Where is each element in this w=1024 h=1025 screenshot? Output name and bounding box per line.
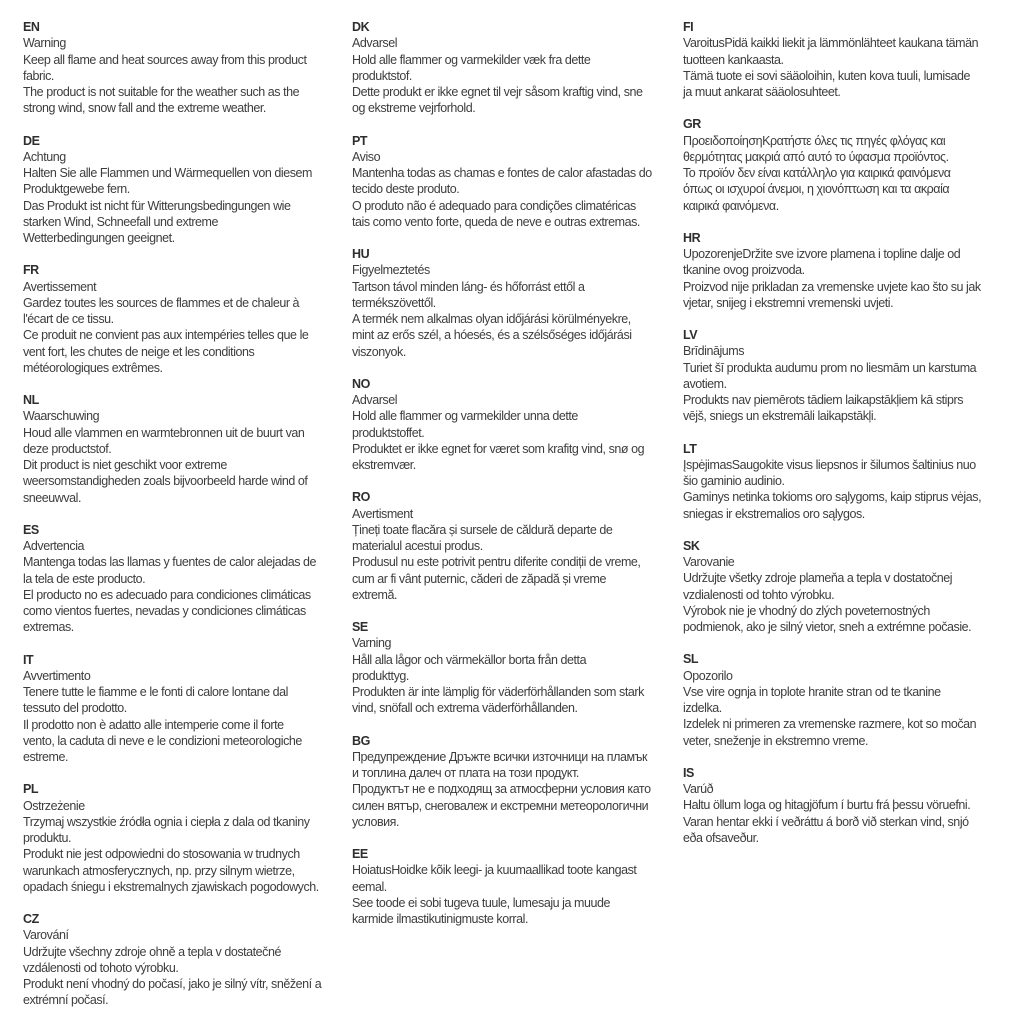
warning-text-line: Продуктът не е подходящ за атмосферни условия като [352,782,651,797]
warning-text-line: la tela de este producto. [23,571,146,586]
language-section-hu [352,246,683,360]
language-code: ES [23,522,39,537]
warning-text-line: Produsul nu este potrivit pentru diferite condiții de vreme, [352,555,641,570]
language-code: LV [683,328,698,342]
warning-text-line: tessuto del prodotto. [23,701,127,716]
warning-text-line: veter, sneženje in ekstremno vreme. [683,733,869,748]
warning-text-line: Țineți toate flacăra și sursele de căldură departe de [352,522,613,537]
warning-text-line: extremă. [352,587,398,602]
warning-text-line: šio gaminio audinio. [683,474,785,488]
warning-text-line: og ekstreme vejrforhold. [352,101,476,116]
warning-text-line: Achtung [23,149,66,164]
warning-text-line: Håll alla lågor och värmekällor borta från detta [352,652,587,667]
warning-text-line: Dit product is niet geschikt voor extreme [23,458,227,472]
warning-text-line: Avertissement [23,279,97,294]
warning-text-line: καιρικά φαινόμενα. [683,198,779,213]
warning-text-line: El producto no es adecuado para condiciones climáticas [23,587,311,602]
warning-text-line: Hold alle flammer og varmekilder unna dette [352,409,578,424]
warning-text-line: Предупреждение Дръжте всички източници на пламък [352,749,647,764]
warning-text-line: vzdálenosti od tohoto výrobku. [23,960,179,975]
warning-text-line: Advertencia [23,539,85,553]
warning-text-line: Varúð [683,782,714,796]
language-section-hr [683,230,1001,311]
language-section-lt [683,441,1001,522]
language-section-ee [352,846,683,927]
warning-text-line: l'écart de ce tissu. [23,312,114,326]
warning-text-line: Gardez toutes les sources de flammes et de chaleur à [23,295,300,310]
warning-text-line: θερμότητας μακριά από αυτό το ύφασμα προϊόντος. [683,149,949,164]
warning-text-line: Produktgewebe fern. [23,182,130,197]
warning-text-line: warunkach atmosferycznych, np. przy silnym wietrze, [23,863,295,878]
language-code: HR [683,230,701,245]
warning-text-line: starken Wind, Schneefall und extreme [23,214,219,229]
warning-text-line: Haltu öllum loga og hitagjöfum í burtu frá þessu vöruefni. [683,798,971,813]
warning-text-line: mint az erős szél, a hóesés, és a szélsőséges időjárási [352,328,632,343]
language-code: SK [683,538,700,553]
warning-text-line: O produto não é adequado para condições climatéricas [352,198,636,213]
warning-text-line: estreme. [23,750,69,764]
warning-text-line: Produktet er ikke egnet for været som krafitg vind, snø og [352,441,645,456]
language-section-is [683,765,1001,846]
warning-text-line: Aviso [352,149,381,164]
column-1 [23,19,352,1025]
warning-text-line: Waarschuwing [23,409,100,424]
warning-text-line: Tartson távol minden láng- és hőforrást ettől a [352,279,585,294]
warning-text-line: materialul acestui produs. [352,539,483,553]
language-section-fr [23,262,352,376]
language-section-nl [23,392,352,506]
warning-text-line: tkanine ovog proizvoda. [683,263,805,278]
warning-text-line: Turiet šī produkta audumu prom no liesmām un karstuma [683,360,977,375]
warning-text-line: Izdelek ni primeren za vremenske razmere, kot so močan [683,717,977,732]
warning-text-line: vento, la caduta di neve e le condizioni meteorologiche [23,733,302,748]
language-section-es [23,522,352,636]
warning-text-line: Opozorilo [683,668,733,683]
warning-text-line: See toode ei sobi tugeva tuule, lumesaju ja muude [352,895,610,910]
language-code: SE [352,620,368,634]
warning-text-line: Keep all flame and heat sources away from this product [23,52,307,67]
language-code: NL [23,393,39,407]
language-section-no [352,376,683,474]
language-code: DE [23,133,40,148]
warning-text-line: A termék nem alkalmas olyan időjárási körülményekre, [352,312,631,326]
warning-text-line: The product is not suitable for the weather such as the [23,85,300,99]
warning-text-line: Tenere tutte le fiamme e le fonti di calore lontane dal [23,685,289,699]
language-section-gr [683,116,1001,214]
warning-text-line: fabric. [23,68,54,83]
warning-text-line: Gaminys netinka tokioms oro sąlygoms, kaip stiprus vėjas, [683,490,982,505]
language-code: GR [683,117,701,132]
language-section-fi [683,19,1001,100]
warning-text-line: Varan hentar ekki í veðráttu á borð við sterkan vind, snjó [683,814,969,829]
warning-text-line: tecido deste produto. [352,182,460,197]
warning-text-line: Das Produkt ist nicht für Witterungsbedingungen wie [23,198,291,213]
language-section-dk [352,19,683,117]
warning-text-line: и топлина далеч от плата на този продукт. [352,766,579,780]
language-code: BG [352,733,370,748]
language-code: RO [352,490,370,505]
warning-text-line: Produkt není vhodný do počasí, jako je silný vítr, sněžení a [23,977,322,991]
warning-text-line: eða ofsaveður. [683,830,759,845]
warning-text-line: Το προϊόν δεν είναι κατάλληλο για καιρικά φαινόμενα [683,166,951,180]
warning-text-line: weersomstandigheden zoals bijvoorbeeld harde wind of [23,474,308,489]
warning-text-line: podmienok, ako je silný vietor, sneh a extrémne počasie. [683,620,972,634]
warning-text-line: Figyelmeztetés [352,263,430,278]
warning-text-line: produktstoffet. [352,425,425,440]
warning-text-line: Dette produkt er ikke egnet til vejr såsom kraftig vind, sne [352,85,643,99]
warning-text-line: Houd alle vlammen en warmtebronnen uit de buurt van [23,425,305,440]
language-code: CZ [23,912,39,926]
warning-text-line: Varování [23,928,69,943]
language-code: EE [352,847,368,861]
warning-text-line: ekstremvær. [352,458,416,472]
warning-text-line: Ostrzeżenie [23,798,85,813]
warning-text-line: Produkten är inte lämplig för väderförhållanden som stark [352,685,644,699]
warning-text-line: extremas. [23,620,74,635]
warning-text-line: extrémní počasí. [23,993,109,1008]
language-code: DK [352,20,370,34]
warning-text-line: vjetar, snijeg i ekstremni vremenski uvjeti. [683,295,894,310]
warning-text-line: Warning [23,36,66,51]
warning-text-line: tais como vento forte, queda de neve e outras extremas. [352,214,640,229]
warning-text-line: Vse vire ognja in toplote hranite stran od te tkanine [683,684,941,699]
warning-text-line: силен вятър, снеговалеж и екстремни метеорологични [352,798,649,813]
warning-text-line: Proizvod nije prikladan za vremenske uvjete kao što su jak [683,279,981,294]
warning-text-line: Ce produit ne convient pas aux intempéries telles que le [23,328,309,343]
language-section-se [352,619,683,717]
warning-text-line: cum ar fi vânt puternic, căderi de zăpadă și vreme [352,571,607,586]
language-code: FR [23,263,39,278]
language-code: SL [683,652,699,667]
warning-text-line: vzdialenosti od tohto výrobku. [683,587,835,602]
warning-text-line: Udržujte všetky zdroje plameňa a tepla v dostatočnej [683,571,953,586]
language-section-bg [352,733,683,831]
warning-text-line: vējš, sniegs un ekstremāli laikapstākļi. [683,409,877,424]
column-3 [683,19,1001,1025]
warning-text-line: Hold alle flammer og varmekilder væk fra dette [352,52,591,67]
warning-text-line: Produkt nie jest odpowiedni do stosowania w trudnych [23,847,300,862]
warning-text-line: Tämä tuote ei sovi sääoloihin, kuten kova tuuli, lumisade [683,68,971,83]
warning-text-line: météorologiques extrêmes. [23,360,163,375]
language-section-it [23,652,352,766]
warning-text-line: avotiem. [683,376,727,391]
warning-text-line: produktu. [23,831,72,845]
language-code: PL [23,782,39,797]
warning-text-line: Varning [352,636,392,651]
column-2 [352,19,683,1025]
language-section-de [23,133,352,247]
warning-text-line: Mantenha todas as chamas e fontes de calor afastadas do [352,166,652,180]
warning-text-line: sneeuwval. [23,490,82,505]
warning-text-line: όπως οι ισχυροί άνεμοι, η χιονόπτωση και τα ακραία [683,182,950,197]
warning-text-line: Halten Sie alle Flammen und Wärmequellen von diesem [23,166,313,180]
language-code: IS [683,765,694,780]
warning-text-line: VaroitusPidä kaikki liekit ja lämmönlähteet kaukana tämän [683,36,979,51]
language-section-sl [683,651,1001,749]
language-section-pt [352,133,683,231]
warning-text-line: Avvertimento [23,668,91,683]
warning-text-line: produktstof. [352,68,412,83]
warning-text-line: UpozorenjeDržite sve izvore plamena i topline dalje od [683,247,961,261]
warning-text-line: Il prodotto non è adatto alle intemperie come il forte [23,717,284,732]
language-section-ro [352,489,683,603]
language-code: NO [352,376,370,391]
warning-text-line: Varovanie [683,555,735,569]
warning-text-line: Wetterbedingungen geeignet. [23,231,175,245]
warning-text-line: termékszövettől. [352,295,436,310]
warning-text-line: Trzymaj wszystkie źródła ognia i ciepła z dala od tkaniny [23,814,310,829]
warning-text-line: условия. [352,814,400,829]
language-section-en [23,19,352,117]
warning-text-line: sniegas ir ekstremalios oro sąlygos. [683,506,865,521]
warning-text-line: Mantenga todas las llamas y fuentes de calor alejadas de [23,555,317,570]
warning-text-line: ΠροειδοποίησηΚρατήστε όλες τις πηγές φλόγας και [683,133,946,148]
language-section-lv [683,327,1001,425]
warning-text-line: Advarsel [352,36,398,51]
warning-text-line: HoiatusHoidke kõik leegi- ja kuumaallikad toote kangast [352,863,637,878]
language-code: IT [23,652,34,667]
warning-text-line: Udržujte všechny zdroje ohně a tepla v dostatečné [23,944,281,959]
language-code: HU [352,247,370,261]
warning-text-line: como vientos fuertes, nevadas y condiciones climáticas [23,604,306,618]
language-code: LT [683,441,697,456]
warning-text-line: tuotteen kankaasta. [683,52,784,67]
warning-text-line: Výrobok nie je vhodný do zlých poveternostných [683,603,930,618]
warning-text-line: izdelka. [683,701,722,715]
warning-text-line: ĮspėjimasSaugokite visus liepsnos ir šilumos šaltinius nuo [683,457,976,472]
warning-text-line: viszonyok. [352,344,406,359]
warning-text-line: Advarsel [352,393,398,407]
warning-text-line: Produkts nav piemērots tādiem laikapstākļiem kā stiprs [683,393,963,407]
language-code: PT [352,133,368,148]
warning-text-line: deze productstof. [23,441,112,456]
warning-text-line: opadach śniegu i ekstremalnych zjawiskach pogodowych. [23,879,319,894]
warning-text-line: vind, snöfall och extrema väderförhållanden. [352,701,578,716]
language-code: EN [23,20,40,34]
warning-text-line: eemal. [352,879,387,894]
language-section-pl [23,781,352,895]
warning-text-line: strong wind, snow fall and the extreme weather. [23,101,266,116]
language-section-cz [23,911,352,1009]
language-section-sk [683,538,1001,636]
warning-text-line: ja muut ankarat sääolosuhteet. [683,85,841,99]
warning-text-line: Brīdinājums [683,344,745,359]
warning-text-line: karmide ilmastikutinigmuste korral. [352,912,528,926]
language-code: FI [683,20,694,34]
warning-text-line: produkttyg. [352,668,409,683]
warning-text-line: Avertisment [352,506,413,521]
warning-text-line: vent fort, les chutes de neige et les conditions [23,344,255,359]
